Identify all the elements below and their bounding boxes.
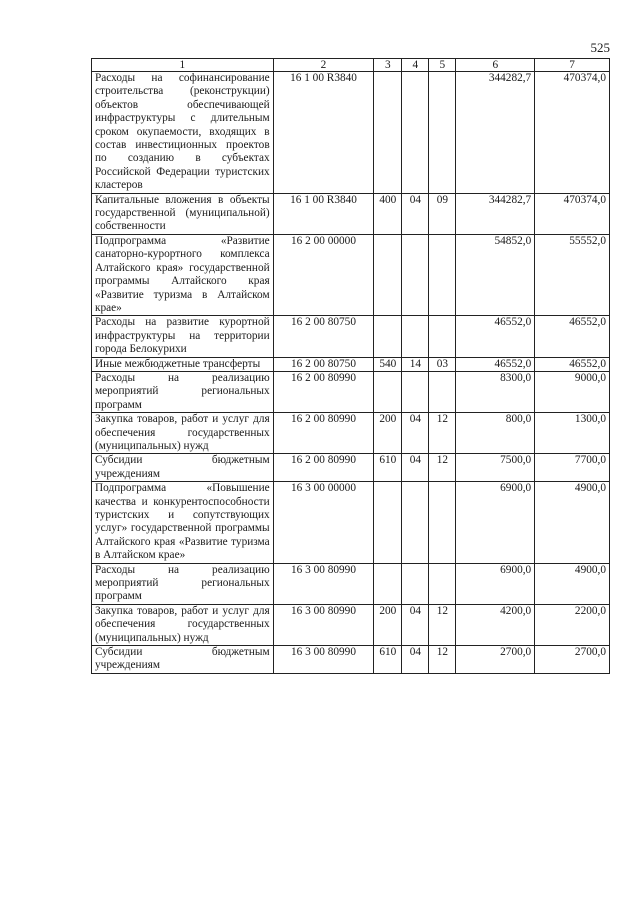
subsection-cell: 12 — [429, 413, 456, 454]
expense-type-cell: 540 — [374, 357, 402, 371]
table-row — [92, 604, 610, 645]
expense-type-cell: 610 — [374, 646, 402, 674]
item-name-cell: Расходы на реализацию мероприятий региональных программ — [92, 371, 274, 412]
amount-year-2-cell: 55552,0 — [535, 234, 610, 315]
item-name-cell: Иные межбюджетные трансферты — [92, 357, 274, 371]
target-article-cell: 16 2 00 80750 — [273, 357, 374, 371]
item-name-cell: Подпрограмма «Развитие санаторно-курортного комплекса Алтайского края» государственной программы Алтайского края «Развитие туризма в Алтайском крае» — [92, 234, 274, 315]
target-article-cell: 16 3 00 80990 — [273, 646, 374, 674]
page-number: 525 — [590, 40, 610, 55]
subsection-cell: 12 — [429, 604, 456, 645]
amount-year-2-cell: 4900,0 — [535, 563, 610, 604]
amount-year-2-cell: 470374,0 — [535, 72, 610, 194]
section-cell: 04 — [402, 413, 429, 454]
expense-type-cell — [374, 563, 402, 604]
item-name-cell: Субсидии бюджетным учреждениям — [92, 454, 274, 482]
amount-year-1-cell: 2700,0 — [456, 646, 535, 674]
item-name-cell: Закупка товаров, работ и услуг для обеспечения государственных (муниципальных) нужд — [92, 413, 274, 454]
item-name-cell: Капитальные вложения в объекты государственной (муниципальной) собственности — [92, 193, 274, 234]
column-header: 3 — [374, 59, 402, 72]
subsection-cell — [429, 371, 456, 412]
expense-type-cell — [374, 72, 402, 194]
table-row — [92, 454, 610, 482]
subsection-cell — [429, 563, 456, 604]
subsection-cell: 12 — [429, 646, 456, 674]
amount-year-2-cell: 46552,0 — [535, 316, 610, 357]
section-cell — [402, 72, 429, 194]
subsection-cell — [429, 482, 456, 563]
amount-year-2-cell: 470374,0 — [535, 193, 610, 234]
amount-year-2-cell: 4900,0 — [535, 482, 610, 563]
target-article-cell: 16 2 00 00000 — [273, 234, 374, 315]
target-article-cell: 16 2 00 80990 — [273, 371, 374, 412]
target-article-cell: 16 3 00 80990 — [273, 604, 374, 645]
table-row — [92, 72, 610, 194]
expense-type-cell: 400 — [374, 193, 402, 234]
table-row — [92, 193, 610, 234]
section-cell: 04 — [402, 604, 429, 645]
section-cell — [402, 234, 429, 315]
amount-year-2-cell: 9000,0 — [535, 371, 610, 412]
budget-table — [91, 58, 610, 674]
expense-type-cell — [374, 371, 402, 412]
target-article-cell: 16 3 00 00000 — [273, 482, 374, 563]
expense-type-cell: 200 — [374, 413, 402, 454]
column-header: 5 — [429, 59, 456, 72]
amount-year-1-cell: 6900,0 — [456, 563, 535, 604]
column-header: 6 — [456, 59, 535, 72]
header-row — [92, 59, 610, 72]
amount-year-1-cell: 344282,7 — [456, 193, 535, 234]
target-article-cell: 16 3 00 80990 — [273, 563, 374, 604]
table-row — [92, 646, 610, 674]
amount-year-1-cell: 46552,0 — [456, 316, 535, 357]
item-name-cell: Расходы на развитие курортной инфраструктуры на территории города Белокурихи — [92, 316, 274, 357]
target-article-cell: 16 2 00 80990 — [273, 454, 374, 482]
subsection-cell — [429, 234, 456, 315]
section-cell — [402, 563, 429, 604]
target-article-cell: 16 1 00 R3840 — [273, 193, 374, 234]
table-row — [92, 316, 610, 357]
subsection-cell — [429, 316, 456, 357]
expense-type-cell: 610 — [374, 454, 402, 482]
subsection-cell — [429, 72, 456, 194]
column-header: 1 — [92, 59, 274, 72]
section-cell: 04 — [402, 646, 429, 674]
expense-type-cell — [374, 234, 402, 315]
amount-year-1-cell: 54852,0 — [456, 234, 535, 315]
section-cell — [402, 482, 429, 563]
amount-year-1-cell: 344282,7 — [456, 72, 535, 194]
amount-year-2-cell: 2700,0 — [535, 646, 610, 674]
item-name-cell: Расходы на реализацию мероприятий региональных программ — [92, 563, 274, 604]
column-header: 2 — [273, 59, 374, 72]
item-name-cell: Субсидии бюджетным учреждениям — [92, 646, 274, 674]
expense-type-cell — [374, 482, 402, 563]
amount-year-2-cell: 1300,0 — [535, 413, 610, 454]
table-row — [92, 234, 610, 315]
amount-year-1-cell: 800,0 — [456, 413, 535, 454]
section-cell: 14 — [402, 357, 429, 371]
subsection-cell: 12 — [429, 454, 456, 482]
expense-type-cell — [374, 316, 402, 357]
amount-year-1-cell: 4200,0 — [456, 604, 535, 645]
expense-type-cell: 200 — [374, 604, 402, 645]
amount-year-1-cell: 46552,0 — [456, 357, 535, 371]
section-cell: 04 — [402, 193, 429, 234]
amount-year-1-cell: 6900,0 — [456, 482, 535, 563]
table-row — [92, 371, 610, 412]
section-cell: 04 — [402, 454, 429, 482]
section-cell — [402, 316, 429, 357]
amount-year-2-cell: 2200,0 — [535, 604, 610, 645]
amount-year-2-cell: 7700,0 — [535, 454, 610, 482]
item-name-cell: Расходы на софинансирование строительства (реконструкции) объектов обеспечивающей инфраструктуры с длительным сроком окупаемости, входящих в состав инвестиционных проектов по созданию в субъектах Российской Федерации туристских кластеров — [92, 72, 274, 194]
table-row — [92, 357, 610, 371]
target-article-cell: 16 1 00 R3840 — [273, 72, 374, 194]
target-article-cell: 16 2 00 80750 — [273, 316, 374, 357]
table-row — [92, 413, 610, 454]
item-name-cell: Закупка товаров, работ и услуг для обеспечения государственных (муниципальных) нужд — [92, 604, 274, 645]
amount-year-2-cell: 46552,0 — [535, 357, 610, 371]
column-header: 7 — [535, 59, 610, 72]
amount-year-1-cell: 7500,0 — [456, 454, 535, 482]
target-article-cell: 16 2 00 80990 — [273, 413, 374, 454]
item-name-cell: Подпрограмма «Повышение качества и конкурентоспособности туристских и сопутствующих услуг» государственной программы Алтайского края «Развитие туризма в Алтайском крае» — [92, 482, 274, 563]
table-row — [92, 563, 610, 604]
subsection-cell: 03 — [429, 357, 456, 371]
subsection-cell: 09 — [429, 193, 456, 234]
amount-year-1-cell: 8300,0 — [456, 371, 535, 412]
section-cell — [402, 371, 429, 412]
column-header: 4 — [402, 59, 429, 72]
table-row — [92, 482, 610, 563]
